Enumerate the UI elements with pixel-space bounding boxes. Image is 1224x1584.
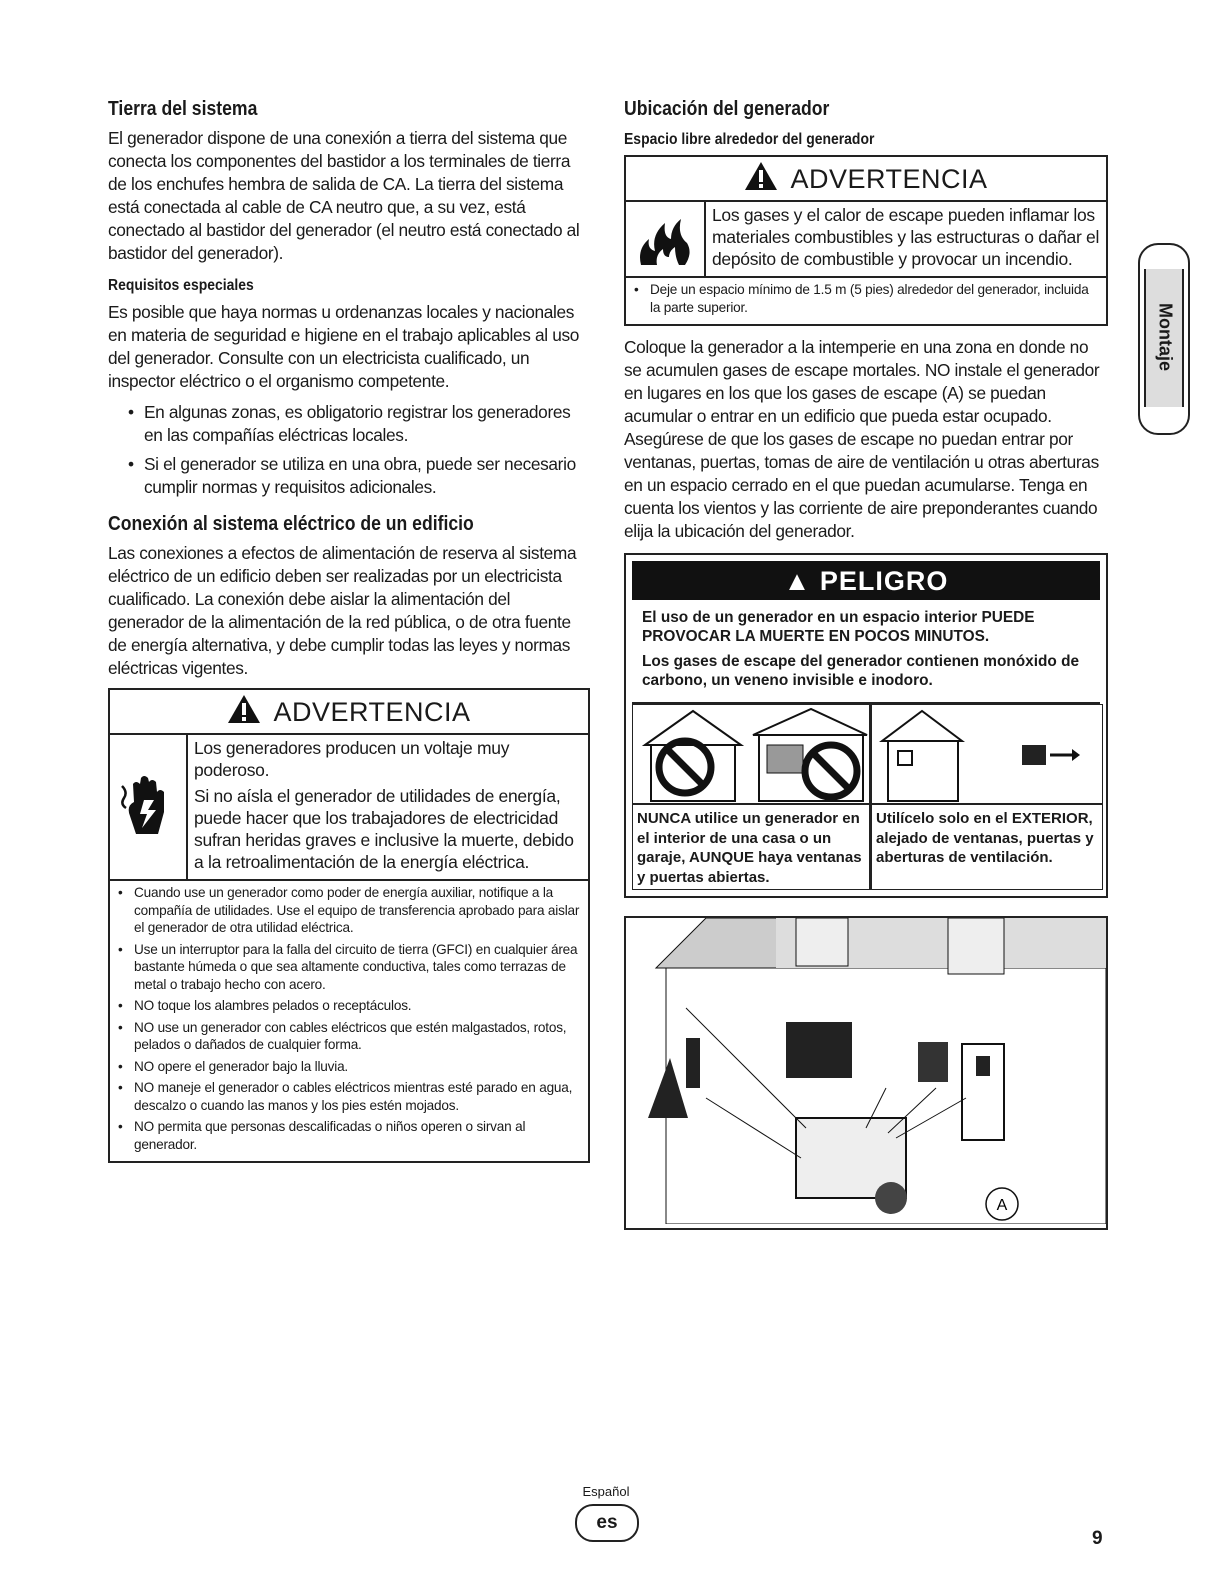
section-title-conexion: Conexión al sistema eléctrico de un edificio [108,513,474,535]
danger-text-2: Los gases de escape del generador contienen monóxido de carbono, un veneno invisible e inodoro. [642,653,1080,689]
list-item: • Si el generador se utiliza en una obra, puede ser necesario cumplir normas y requisitos adicionales. [128,453,590,499]
left-column [108,98,590,1163]
right-column [624,98,1108,1230]
footer-language: Español [582,1484,630,1499]
danger-text-1: El uso de un generador en un espacio interior PUEDE PROVOCAR LA MUERTE EN POCOS MINUTOS. [642,609,1035,645]
warning-box-fire [624,155,1108,326]
danger-panel-outdoor [870,704,1103,890]
ubicacion-body: Coloque la generador a la intemperie en una zona en donde no se acumulen gases de escape mortales. NO instale el generador en lugares en los que los gases de escape (A) se puedan acumular o entrar en un edificio que pueda estar ocupado. Asegúrese de que los gases de escape no puedan entrar por ventanas, puertas, tomas de aire de ventilación u otras aberturas en un espacio cerrado en el que puedan acumularse. Tenga en cuenta los vientos y las corriente de aire preponderantes cuando elija la ubicación del generador. [624,337,1100,541]
indoor-prohibited-illustration [633,705,869,805]
subsection-title-requisitos: Requisitos especiales [108,277,254,294]
warning-row [110,735,588,881]
warning-text-1: Los generadores producen un voltaje muy poderoso. [194,738,510,780]
subsection-title-espacio: Espacio libre alrededor del generador [624,131,875,148]
list-item: • En algunas zonas, es obligatorio registrar los generadores en las compañías eléctricas locales. [128,401,590,447]
warning-list [626,278,1106,324]
warning-text-2: Si no aísla el generador de utilidades de energía, puede hacer que los trabajadores de electricidad sufran heridas graves e inclusive la muerte, debido a la retroalimentación de la energía eléctrica. [194,786,574,872]
footer-language-badge: es [575,1504,639,1542]
danger-triangle-icon: ▲ [783,566,820,596]
requisitos-body: Es posible que haya normas u ordenanzas locales y nacionales en materia de seguridad e higiene en el trabajo aplicables al uso del generador. Consulte con un electricista cualificado, un inspector eléctrico o el organismo competente. [108,302,580,391]
danger-header [632,561,1100,600]
warning-header [626,157,1106,202]
conexion-body: Las conexiones a efectos de alimentación de reserva al sistema eléctrico de un edificio deben ser realizadas por un electricista cualificado. La conexión debe aislar la alimentación del generador de la alimentación de la red pública, o de otra fuente de energía alternativa, y debe cumplir todas las leyes y normas eléctricas vigentes. [108,543,577,678]
tierra-body: El generador dispone de una conexión a tierra del sistema que conecta los componentes del bastidor a los terminales de tierra de los enchufes hembra de salida de CA. La tierra del sistema está conectada al cable de CA neutro que, a su vez, está conectado al bastidor del generador (el neutro está conectado al bastidor del generador). [108,128,580,263]
list-item: • Use un interruptor para la falla del circuito de tierra (GFCI) en cualquier área bastante húmeda o que sea altamente conductiva, tales como terrazas de metal o trabajo hecho con acero. [118,941,584,994]
warning-triangle-icon [744,161,778,198]
warning-list [110,881,588,1161]
danger-panel-indoor-text: NUNCA utilice un generador en el interior de una casa o un garaje, AUNQUE haya ventanas y puertas abiertas. [637,810,862,886]
requisitos-list [108,401,590,499]
list-item: • NO use un generador con cables eléctricos que estén malgastados, rotos, pelados o dañados de cualquier forma. [118,1019,584,1054]
warning-triangle-icon [227,694,261,731]
fire-icon [626,202,706,276]
section-title-ubicacion: Ubicación del generador [624,98,830,120]
danger-panel-indoor [632,704,870,890]
list-item: • NO opere el generador bajo la lluvia. [118,1058,584,1076]
electric-shock-icon [110,735,188,879]
list-item: • NO maneje el generador o cables eléctricos mientras esté parado en agua, descalzo o cuando las manos y los pies estén mojados. [118,1079,584,1114]
warning-box-electrical [108,688,590,1163]
side-tab-label: Montaje [1155,303,1176,372]
generator-placement-illustration [624,916,1108,1230]
danger-panel-outdoor-text: Utilícelo solo en el EXTERIOR, alejado de ventanas, puertas y aberturas de ventilación. [876,810,1094,866]
callout-label-a: A [996,1197,1008,1214]
page-number: 9 [1092,1528,1103,1549]
warning-header [110,690,588,735]
warning-text-1: Los gases y el calor de escape pueden inflamar los materiales combustibles y las estructuras o dañar el depósito de combustible y provocar un incendio. [712,205,1100,269]
warning-header-label: ADVERTENCIA [273,697,471,727]
warning-row [626,202,1106,278]
list-item: • Cuando use un generador como poder de energía auxiliar, notifique a la compañía de utilidades. Use el equipo de transferencia aprobado para aislar el generador de otra utilidad eléctrica. [118,884,584,937]
outdoor-usage-illustration [872,705,1102,805]
danger-header-label: PELIGRO [819,566,949,596]
list-item: • Deje un espacio mínimo de 1.5 m (5 pies) alrededor del generador, incluida la parte superior. [634,281,1102,316]
danger-box [624,553,1108,898]
section-side-tab [1138,243,1190,435]
section-title-tierra: Tierra del sistema [108,98,258,120]
list-item: • NO toque los alambres pelados o receptáculos. [118,997,584,1015]
list-item: • NO permita que personas descalificadas o niños operen o sirvan al generador. [118,1118,584,1153]
warning-header-label: ADVERTENCIA [790,164,988,194]
